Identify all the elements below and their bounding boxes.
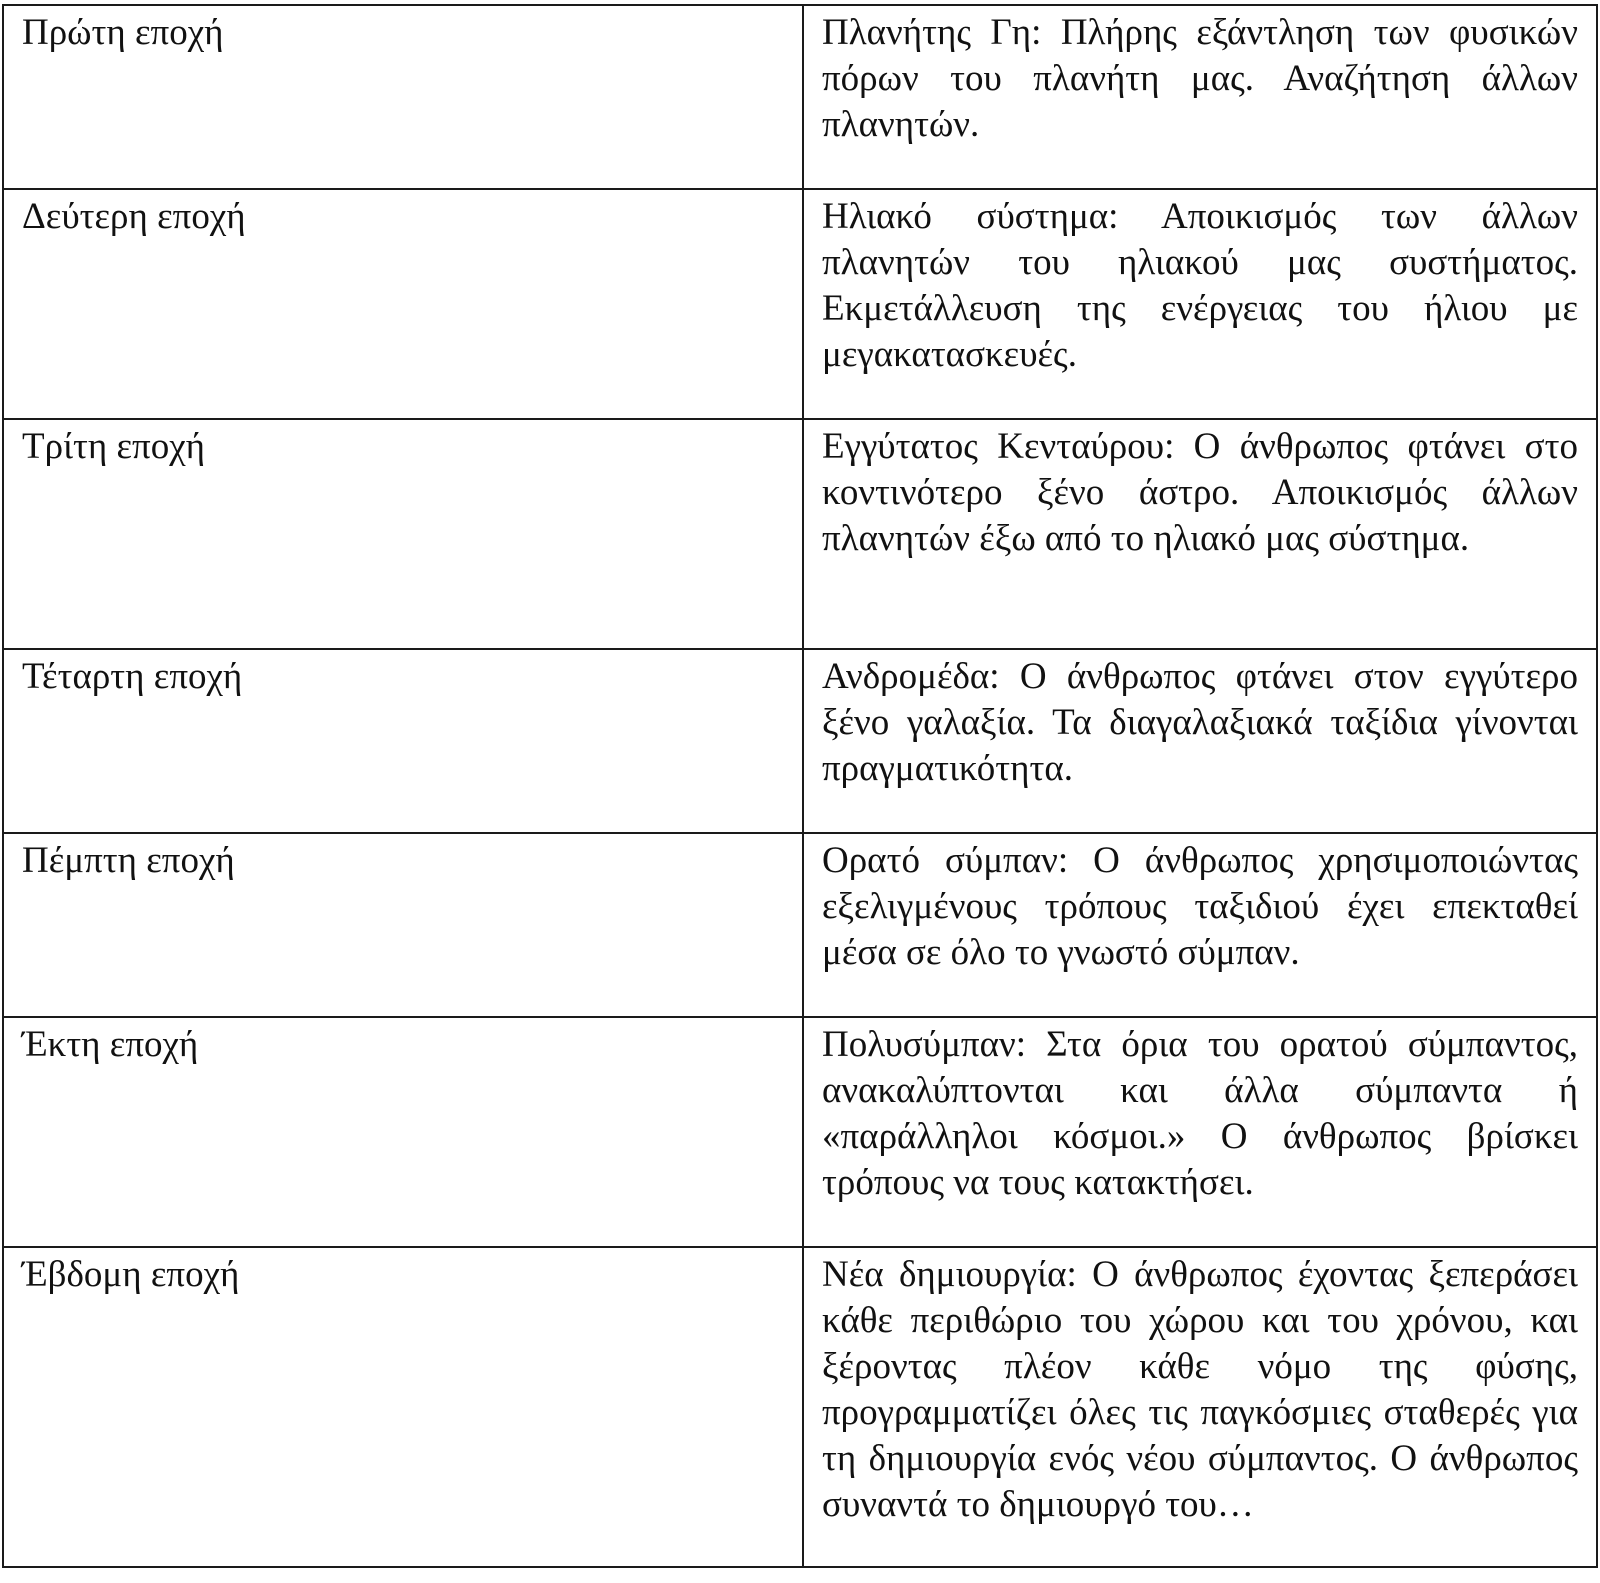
table-row [3,1247,1597,1567]
era-name: Πέμπτη εποχή [3,833,803,1017]
era-description: Ορατό σύμπαν: Ο άνθρωπος χρησιμοποιώντας εξελιγμένους τρόπους ταξιδιού έχει επεκταθεί μέσα σε όλο το γνωστό σύμπαν. [803,833,1597,1017]
table-row [3,1017,1597,1247]
era-name: Έβδομη εποχή [3,1247,803,1567]
era-description: Πολυσύμπαν: Στα όρια του ορατού σύμπαντος, ανακαλύπτονται και άλλα σύμπαντα ή «παράλληλοι κόσμοι.» Ο άνθρωπος βρίσκει τρόπους να τους κατακτήσει. [803,1017,1597,1247]
era-name: Δεύτερη εποχή [3,189,803,419]
era-description: Εγγύτατος Κενταύρου: Ο άνθρωπος φτάνει στο κοντινότερο ξένο άστρο. Αποικισμός άλλων πλανητών έξω από το ηλιακό μας σύστημα. [803,419,1597,649]
era-description: Ανδρομέδα: Ο άνθρωπος φτάνει στον εγγύτερο ξένο γαλαξία. Τα διαγαλαξιακά ταξίδια γίνονται πραγματικότητα. [803,649,1597,833]
era-name: Έκτη εποχή [3,1017,803,1247]
table-row [3,189,1597,419]
table-row [3,649,1597,833]
era-name: Τέταρτη εποχή [3,649,803,833]
era-description: Πλανήτης Γη: Πλήρης εξάντληση των φυσικών πόρων του πλανήτη μας. Αναζήτηση άλλων πλανητών. [803,5,1597,189]
table-row [3,5,1597,189]
era-name: Τρίτη εποχή [3,419,803,649]
era-name: Πρώτη εποχή [3,5,803,189]
era-description: Ηλιακό σύστημα: Αποικισμός των άλλων πλανητών του ηλιακού μας συστήματος. Εκμετάλλευση της ενέργειας του ήλιου με μεγακατασκευές. [803,189,1597,419]
era-description: Νέα δημιουργία: Ο άνθρωπος έχοντας ξεπεράσει κάθε περιθώριο του χώρου και του χρόνου, και ξέροντας πλέον κάθε νόμο της φύσης, προγραμματίζει όλες τις παγκόσμιες σταθερές για τη δημιουργία ενός νέου σύμπαντος. Ο άνθρωπος συναντά το δημιουργό του… [803,1247,1597,1567]
table-row [3,419,1597,649]
table-row [3,833,1597,1017]
eras-table [2,4,1598,1568]
